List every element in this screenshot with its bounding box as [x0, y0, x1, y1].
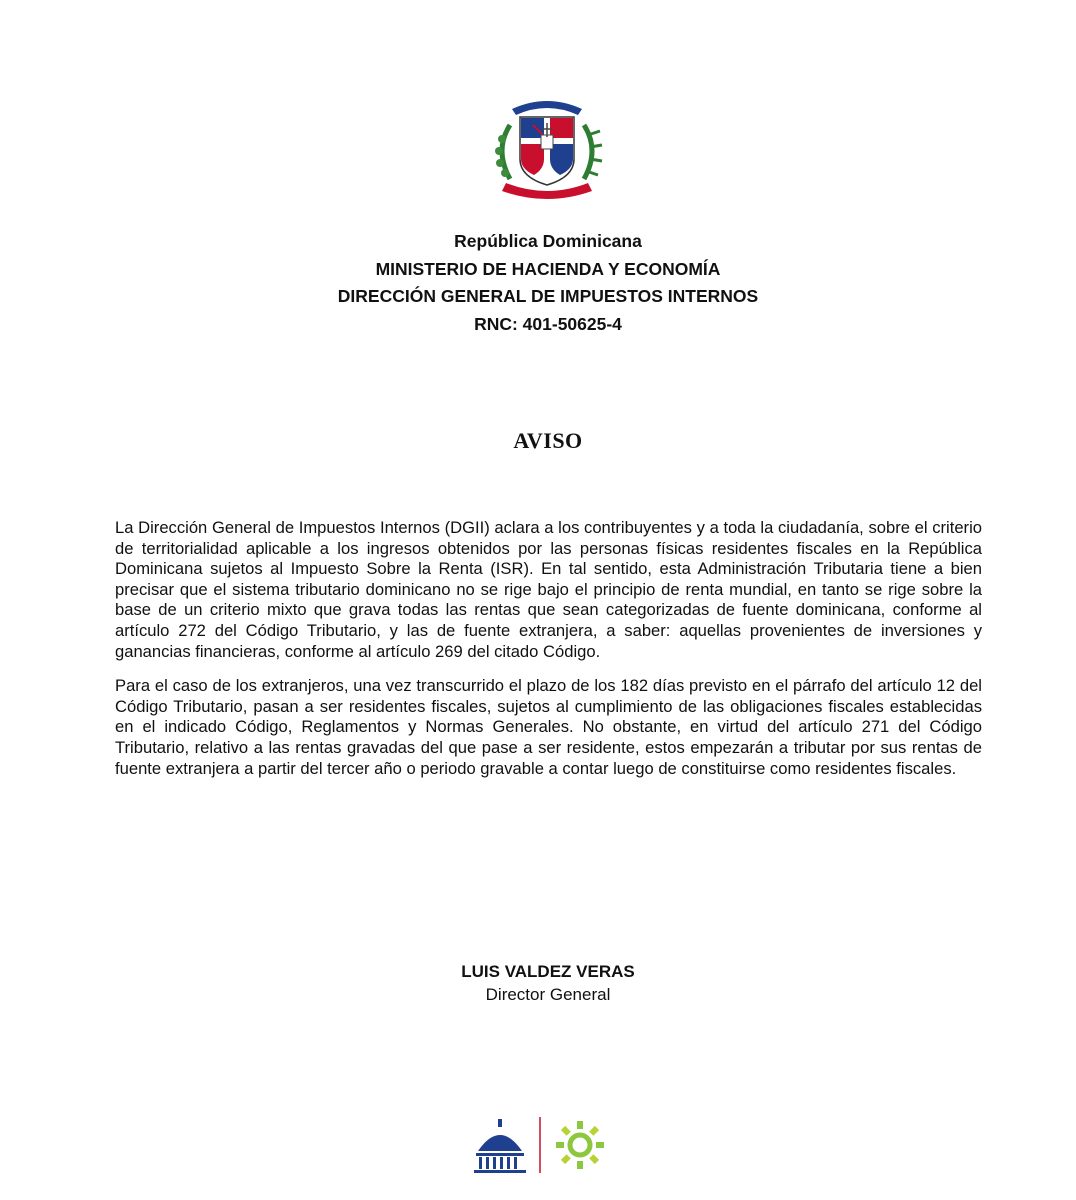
notice-body [115, 518, 982, 793]
agency-name: DIRECCIÓN GENERAL DE IMPUESTOS INTERNOS [337, 286, 759, 306]
notice-paragraph: Para el caso de los extranjeros, una vez transcurrido el plazo de los 182 días previsto en el párrafo del artículo 12 del Código Tributario, pasan a ser residentes fiscales, sujetos al cumplimiento de las obligaciones fiscales establecidas en el indicado Código, Reglamentos y Normas Generales. No obstante, en virtud del artículo 271 del Código Tributario, relativo a las rentas gravadas del que pase a ser residente, estos empezarán a tributar por sus rentas de fuente extranjera a partir del tercer año o periodo gravable a contar luego de constituirse como residentes fiscales. [115, 676, 982, 778]
country-name: República Dominicana [454, 231, 642, 251]
coat-of-arms-icon [488, 95, 606, 200]
ministry-name: MINISTERIO DE HACIENDA Y ECONOMÍA [375, 258, 721, 279]
dome-building-icon [474, 1119, 526, 1173]
signature-block [0, 960, 1076, 1006]
letterhead [0, 228, 1076, 338]
signatory-title: Director General [485, 985, 611, 1004]
notice-title: AVISO [513, 428, 583, 453]
rnc-number: RNC: 401-50625-4 [474, 313, 622, 334]
signatory-name: LUIS VALDEZ VERAS [461, 962, 635, 981]
notice-paragraph: La Dirección General de Impuestos Internos (DGII) aclara a los contribuyentes y a toda la ciudadanía, sobre el criterio de territorialidad aplicable a los ingresos obtenidos por las personas físicas residentes fiscales en la República Dominicana sujetos al Impuesto Sobre la Renta (ISR). En tal sentido, esta Administración Tributaria tiene a bien precisar que el sistema tributario dominicano no se rige bajo el principio de renta mundial, en tanto se rige sobre la base de un criterio mixto que grava todas las rentas que sean categorizadas de fuente dominicana, conforme al artículo 272 del Código Tributario, y las de fuente extranjera, a saber: aquellas provenientes de inversiones y ganancias financieras, conforme al artículo 269 del citado Código. [115, 518, 982, 661]
green-sun-icon [556, 1121, 604, 1169]
footer-logos [470, 1115, 620, 1175]
